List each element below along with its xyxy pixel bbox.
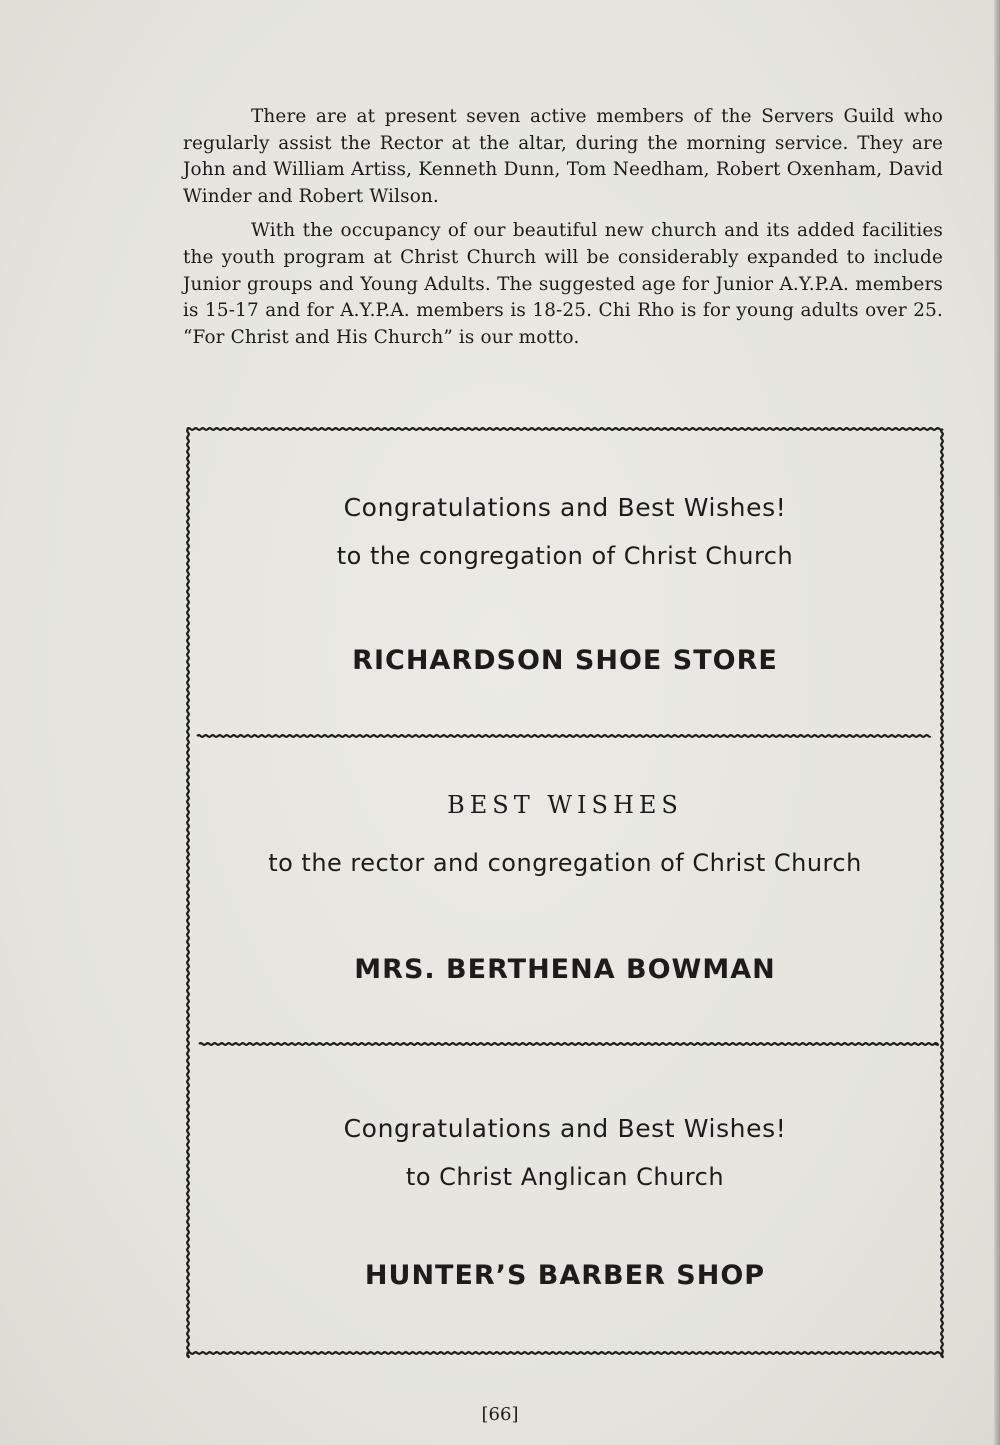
border-bottom <box>187 1352 943 1354</box>
ad-business-name: RICHARDSON SHOE STORE <box>352 645 778 676</box>
border-top <box>187 428 943 430</box>
ad-recipient: to Christ Anglican Church <box>405 1163 725 1191</box>
ad-business-name: MRS. BERTHENA BOWMAN <box>354 954 776 985</box>
ad-greeting: Congratulations and Best Wishes! <box>343 493 787 522</box>
paragraph-servers-guild: There are at present seven active members of the Servers Guild who regularly assist the Rector at the altar, during the morning service. They are John and William Artiss, Kenneth Dunn, Tom Needham, Robert Oxenham, David Winder and Robert Wilson. <box>183 106 943 207</box>
body-text <box>183 104 943 359</box>
page-edge-shadow <box>994 0 1000 1445</box>
divider-second <box>199 1043 938 1045</box>
ad-recipient: to the rector and congregation of Christ Church <box>268 849 862 877</box>
ad-recipient: to the congregation of Christ Church <box>336 542 794 570</box>
ad-business-name: HUNTER’S BARBER SHOP <box>364 1260 766 1291</box>
advertisements <box>185 425 945 1360</box>
ad-greeting: Congratulations and Best Wishes! <box>343 1114 787 1143</box>
paragraph-youth-program: With the occupancy of our beautiful new church and its added facilities the youth program at Christ Church will be considerably expanded to include Junior groups and Young Adults. The suggested age for Junior A.Y.P.A. members is 15-17 and for A.Y.P.A. members is 18-25. Chi Rho is for young adults over 25. “For Christ and His Church” is our motto. <box>183 220 943 348</box>
divider-first <box>197 735 930 737</box>
ad-greeting: BEST WISHES <box>447 791 683 819</box>
page-number: [66] <box>481 1404 519 1425</box>
